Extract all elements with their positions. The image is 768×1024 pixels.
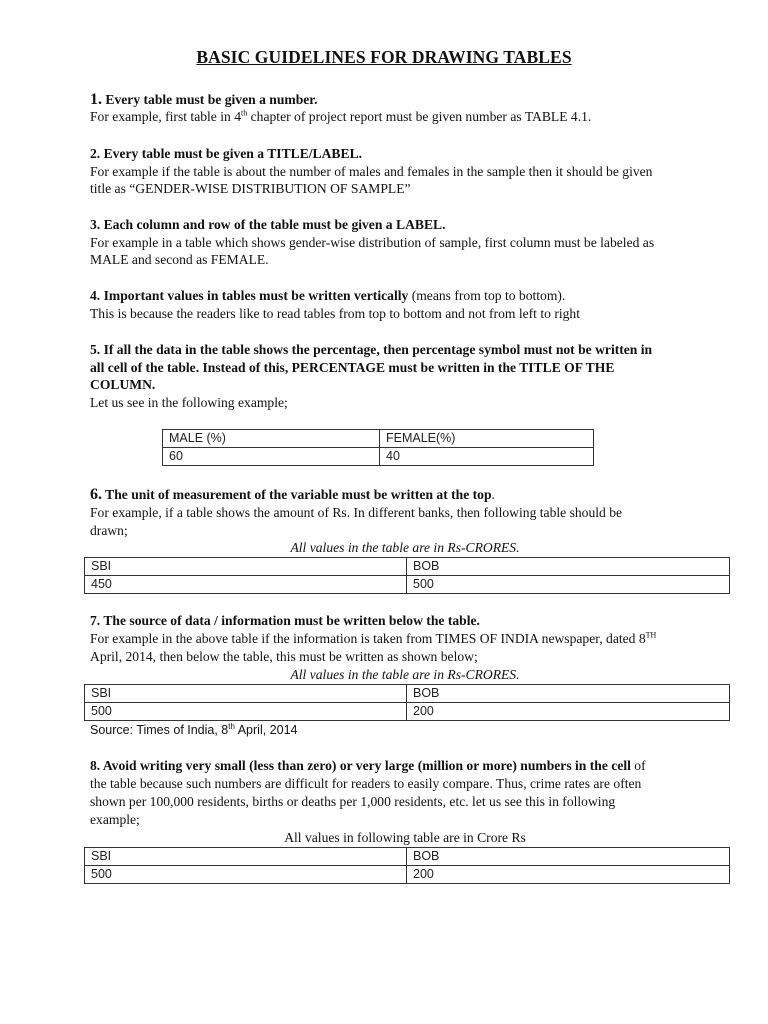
table-cell: MALE (%) [163, 430, 380, 448]
table-row [163, 448, 594, 466]
page-title: BASIC GUIDELINES FOR DRAWING TABLES [196, 47, 572, 67]
section-4-heading: 4. Important values in tables must be written vertically (means from top to bottom). [90, 288, 566, 303]
section-6-text-1: For example, if a table shows the amount of Rs. In different banks, then following table should be [90, 505, 623, 520]
section-3-heading: 3. Each column and row of the table must be given a LABEL. [90, 217, 446, 232]
table-cell: SBI [85, 848, 407, 866]
section-3-text-1: For example in a table which shows gender-wise distribution of sample, first column must be labeled as [90, 235, 655, 250]
section-6-heading: 6. The unit of measurement of the variable must be written at the top. [90, 486, 495, 503]
section-5-text: Let us see in the following example; [90, 395, 288, 410]
section-8-text-1: the table because such numbers are difficult for readers to easily compare. Thus, crime rates are often [90, 776, 642, 791]
section-3-text-2: MALE and second as FEMALE. [90, 252, 269, 267]
table-row [85, 558, 730, 576]
table-row [85, 866, 730, 884]
section-6-text-2: drawn; [90, 523, 128, 538]
section-8-text-2: shown per 100,000 residents, births or deaths per 1,000 residents, etc. let us see this in following [90, 794, 616, 809]
table-caption: All values in the table are in Rs-CRORES. [290, 540, 520, 555]
source-note: Source: Times of India, 8th April, 2014 [90, 721, 298, 737]
table-cell: BOB [407, 558, 730, 576]
table-cell: BOB [407, 848, 730, 866]
unit-example-table [84, 557, 730, 594]
table-cell: SBI [85, 558, 407, 576]
section-7-text-2: April, 2014, then below the table, this must be written as shown below; [90, 649, 478, 664]
section-5-heading-3: COLUMN. [90, 377, 156, 392]
source-example-table [84, 684, 730, 721]
table-cell: 40 [380, 448, 594, 466]
table-cell: 500 [407, 576, 730, 594]
table-cell: 200 [407, 703, 730, 721]
table-caption: All values in the table are in Rs-CRORES. [290, 667, 520, 682]
table-cell: 500 [85, 866, 407, 884]
table-cell: 60 [163, 448, 380, 466]
section-5-heading-2: all cell of the table. Instead of this, PERCENTAGE must be written in the TITLE OF THE [90, 360, 615, 375]
table-cell: 450 [85, 576, 407, 594]
section-7-text-1: For example in the above table if the information is taken from TIMES OF INDIA newspaper, dated 8TH [90, 630, 657, 646]
section-1-heading: 1. Every table must be given a number. [90, 91, 318, 108]
table-row [85, 703, 730, 721]
section-2-text-2: title as “GENDER-WISE DISTRIBUTION OF SAMPLE” [90, 181, 411, 196]
section-2-text-1: For example if the table is about the number of males and females in the sample then it should be given [90, 164, 653, 179]
section-4-text: This is because the readers like to read tables from top to bottom and not from left to right [90, 306, 580, 321]
percentage-example-table [162, 429, 594, 466]
table-row [85, 576, 730, 594]
table-row [85, 685, 730, 703]
table-cell: FEMALE(%) [380, 430, 594, 448]
section-5-heading-1: 5. If all the data in the table shows the percentage, then percentage symbol must not be written in [90, 342, 653, 357]
section-2-heading: 2. Every table must be given a TITLE/LABEL. [90, 146, 363, 161]
table-caption: All values in following table are in Crore Rs [284, 830, 526, 845]
table-cell: 500 [85, 703, 407, 721]
section-1-text: For example, first table in 4th chapter of project report must be given number as TABLE 4.1. [90, 108, 592, 124]
section-8-heading: 8. Avoid writing very small (less than zero) or very large (million or more) numbers in the cell of [90, 758, 646, 773]
section-8-text-3: example; [90, 812, 140, 827]
large-number-example-table [84, 847, 730, 884]
table-cell: 200 [407, 866, 730, 884]
table-row [85, 848, 730, 866]
section-7-heading: 7. The source of data / information must be written below the table. [90, 613, 480, 628]
table-cell: BOB [407, 685, 730, 703]
table-cell: SBI [85, 685, 407, 703]
table-row [163, 430, 594, 448]
